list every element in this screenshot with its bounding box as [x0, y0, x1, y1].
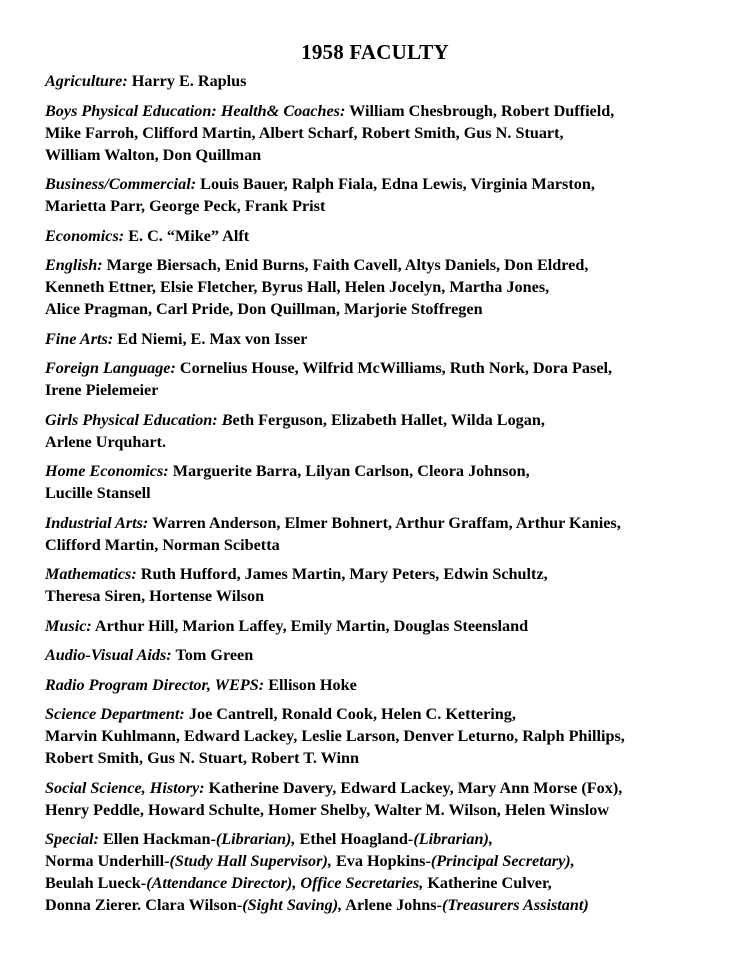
department-label: (Attendance Director), Office Secretaries,: [146, 874, 424, 892]
entry-line: [45, 70, 735, 92]
department-label: (Librarian),: [215, 830, 296, 848]
entry-line: [45, 357, 735, 379]
department-label: (Sight Saving),: [242, 896, 343, 914]
department-label: Mathematics:: [45, 565, 137, 583]
department-label: Fine Arts:: [45, 329, 114, 348]
faculty-entry: [45, 828, 735, 916]
department-label: Science Department:: [45, 705, 185, 723]
faculty-names: Donna Zierer. Clara Wilson-: [45, 896, 243, 914]
faculty-entry: [45, 328, 735, 350]
department-label: (Librarian),: [413, 830, 493, 848]
faculty-names: Ethel Hoagland-: [295, 830, 414, 848]
faculty-names: Marietta Parr, George Peck, Frank Prist: [45, 197, 326, 215]
faculty-names: Eva Hopkins-: [331, 852, 431, 870]
faculty-entry: [45, 674, 735, 696]
entry-line: [45, 173, 735, 195]
faculty-list: [45, 70, 735, 924]
faculty-names: Theresa Siren, Hortense Wilson: [45, 587, 265, 605]
entry-line: [45, 276, 735, 298]
faculty-entry: [45, 70, 735, 92]
entry-line: [45, 725, 735, 747]
entry-line: [45, 431, 735, 453]
faculty-entry: [45, 357, 735, 401]
faculty-entry: [45, 460, 735, 504]
faculty-entry: [45, 100, 735, 166]
entry-line: [45, 563, 735, 585]
department-label: Economics:: [45, 226, 125, 245]
faculty-names: Katherine Culver,: [423, 874, 552, 892]
faculty-entry: [45, 254, 735, 320]
faculty-names: Cornelius House, Wilfrid McWilliams, Ruth Nork, Dora Pasel,: [175, 359, 613, 377]
faculty-names: Robert Smith, Gus N. Stuart, Robert T. Winn: [45, 749, 360, 767]
faculty-names: Ellen Hackman-: [98, 830, 216, 848]
faculty-names: Ellison Hoke: [264, 675, 357, 694]
entry-line: [45, 894, 735, 916]
entry-line: [45, 777, 735, 799]
entry-line: [45, 703, 735, 725]
entry-line: [45, 100, 735, 122]
entry-line: [45, 409, 735, 431]
department-label: Radio Program Director, WEPS:: [45, 675, 265, 694]
department-label: Music:: [45, 616, 92, 635]
faculty-names: Joe Cantrell, Ronald Cook, Helen C. Kettering,: [184, 705, 516, 723]
faculty-names: Louis Bauer, Ralph Fiala, Edna Lewis, Virginia Marston,: [196, 175, 595, 193]
faculty-entry: [45, 173, 735, 217]
faculty-names: Ruth Hufford, James Martin, Mary Peters, Edwin Schultz,: [136, 565, 548, 583]
entry-line: [45, 828, 735, 850]
faculty-entry: [45, 777, 735, 821]
faculty-names: Katherine Davery, Edward Lackey, Mary Ann Morse (Fox),: [204, 778, 623, 797]
faculty-names: Arthur Hill, Marion Laffey, Emily Martin, Douglas Steensland: [91, 616, 529, 635]
entry-line: [45, 534, 735, 556]
faculty-names: Norma Underhill-: [45, 852, 170, 870]
faculty-names: Mike Farroh, Clifford Martin, Albert Scharf, Robert Smith, Gus N. Stuart,: [45, 123, 564, 142]
faculty-entry: [45, 563, 735, 607]
department-label: (Treasurers Assistant): [441, 896, 589, 914]
entry-line: [45, 644, 735, 666]
faculty-names: Ed Niemi, E. Max von Isser: [113, 329, 308, 348]
faculty-names: E. C. “Mike” Alft: [124, 226, 250, 245]
faculty-entry: [45, 644, 735, 666]
entry-line: [45, 254, 735, 276]
entry-line: [45, 144, 735, 166]
faculty-entry: [45, 409, 735, 453]
entry-line: [45, 225, 735, 247]
entry-line: [45, 482, 735, 504]
entry-line: [45, 674, 735, 696]
entry-line: [45, 379, 735, 401]
department-label: Girls Physical Education: B: [45, 410, 233, 429]
department-label: (Principal Secretary),: [430, 852, 575, 870]
entry-line: [45, 872, 735, 894]
faculty-names: Marge Biersach, Enid Burns, Faith Cavell, Altys Daniels, Don Eldred,: [102, 256, 589, 274]
entry-line: [45, 585, 735, 607]
department-label: Foreign Language:: [45, 359, 176, 377]
faculty-entry: [45, 615, 735, 637]
faculty-names: Alice Pragman, Carl Pride, Don Quillman, Marjorie Stoffregen: [45, 300, 483, 318]
faculty-names: Lucille Stansell: [45, 484, 151, 502]
entry-line: [45, 799, 735, 821]
entry-line: [45, 512, 735, 534]
faculty-names: Irene Pielemeier: [45, 381, 159, 399]
faculty-names: Warren Anderson, Elmer Bohnert, Arthur Graffam, Arthur Kanies,: [148, 513, 621, 532]
faculty-names: William Walton, Don Quillman: [45, 145, 262, 164]
faculty-names: Kenneth Ettner, Elsie Fletcher, Byrus Hall, Helen Jocelyn, Martha Jones,: [45, 278, 550, 296]
entry-line: [45, 850, 735, 872]
faculty-entry: [45, 225, 735, 247]
entry-line: [45, 195, 735, 217]
faculty-entry: [45, 512, 735, 556]
entry-line: [45, 328, 735, 350]
department-label: English:: [45, 256, 103, 274]
department-label: Special:: [45, 830, 99, 848]
faculty-names: Marguerite Barra, Lilyan Carlson, Cleora Johnson,: [168, 462, 530, 480]
faculty-names: Clifford Martin, Norman Scibetta: [45, 535, 280, 554]
faculty-names: Arlene Urquhart.: [45, 432, 167, 451]
entry-line: [45, 747, 735, 769]
faculty-names: Henry Peddle, Howard Schulte, Homer Shelby, Walter M. Wilson, Helen Winslow: [45, 800, 610, 819]
faculty-names: Arlene Johns-: [342, 896, 442, 914]
department-label: Industrial Arts:: [45, 513, 149, 532]
department-label: Business/Commercial:: [45, 175, 197, 193]
entry-line: [45, 122, 735, 144]
department-label: (Study Hall Supervisor),: [169, 852, 332, 870]
department-label: Home Economics:: [45, 462, 169, 480]
department-label: Boys Physical Education: Health& Coaches:: [45, 101, 346, 120]
department-label: Agriculture:: [45, 72, 128, 90]
department-label: Social Science, History:: [45, 778, 205, 797]
faculty-names: Marvin Kuhlmann, Edward Lackey, Leslie Larson, Denver Leturno, Ralph Phillips,: [45, 727, 625, 745]
entry-line: [45, 615, 735, 637]
page-title: 1958 FACULTY: [301, 40, 449, 64]
faculty-names: eth Ferguson, Elizabeth Hallet, Wilda Logan,: [232, 410, 545, 429]
faculty-names: Harry E. Raplus: [127, 72, 247, 90]
faculty-entry: [45, 703, 735, 769]
faculty-names: Beulah Lueck-: [45, 874, 147, 892]
entry-line: [45, 298, 735, 320]
entry-line: [45, 460, 735, 482]
faculty-names: Tom Green: [171, 646, 254, 664]
faculty-names: William Chesbrough, Robert Duffield,: [345, 101, 615, 120]
department-label: Audio-Visual Aids:: [45, 646, 172, 664]
